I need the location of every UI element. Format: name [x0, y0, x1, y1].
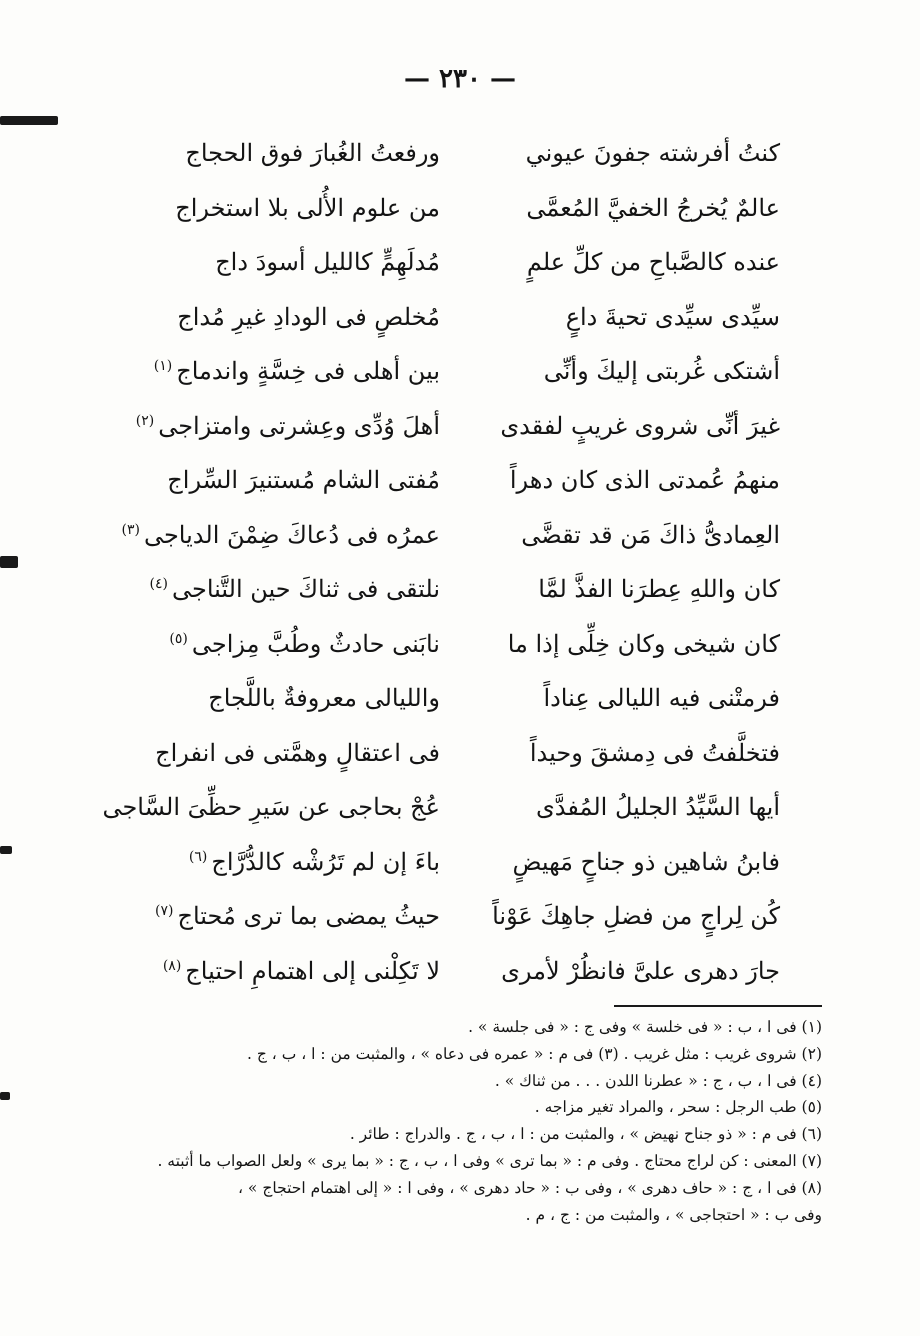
footnote-reference: (٨) [162, 957, 182, 974]
verse-second-hemistich [160, 629, 440, 658]
footnote-reference: (٧) [155, 903, 174, 920]
verse-first-hemistich: فرمتْنى فيه الليالى عِناداً [543, 684, 780, 713]
footnote-separator [614, 1005, 822, 1007]
verse-first-hemistich: كان واللهِ عِطرَنا الفذَّ لمَّا [538, 575, 780, 604]
footnote-line: وفى ب : « احتجاجى » ، والمثبت من : ج ، م . [525, 1205, 822, 1224]
binding-mark [0, 556, 18, 568]
verse-second-text: باءَ إن لم تَرُشْه كالدُّرَّاج [211, 847, 440, 876]
verse-second-hemistich [155, 738, 440, 767]
verse-second-hemistich [160, 139, 440, 168]
footnote-reference: (٣) [121, 521, 140, 538]
verse-second-hemistich [155, 902, 440, 931]
verse-second-hemistich [153, 357, 440, 386]
verse-second-text: مُفتى الشام مُستنيرَ السِّراج [167, 466, 440, 495]
verse-second-hemistich [160, 956, 440, 985]
footnote-line: (٥) طب الرجل : سحر ، والمراد تغير مزاجه . [534, 1098, 822, 1117]
verse-second-hemistich [160, 302, 440, 331]
verse-first-hemistich: فتخلَّفتُ فى دِمشقَ وحيداً [529, 738, 780, 767]
binding-mark [0, 846, 12, 854]
verse-first-hemistich: كُن لِراجٍ من فضلِ جاهِكَ عَوْناً [492, 902, 780, 931]
footnote-line: (٦) فى م : « ذو جناح نهيض » ، والمثبت من : ا ، ب ، ج . والدراج : طائر . [349, 1125, 822, 1144]
verse-second-hemistich [160, 466, 440, 495]
verse-second-text: فى اعتقالٍ وهمَّتى فى انفراج [155, 738, 440, 767]
verse-second-text: لا تَكِلْنى إلى اهتمامِ احتياج [185, 956, 440, 985]
verse-second-hemistich [160, 193, 440, 222]
verse-second-hemistich [102, 793, 440, 822]
verse [155, 726, 780, 781]
verse-second-hemistich [149, 575, 440, 604]
verse-first-hemistich: عالمٌ يُخرجُ الخفيَّ المُعمَّى [526, 193, 780, 222]
verse-first-hemistich: أشتكى غُربتى إليكَ وأنِّى [543, 357, 780, 386]
verse-second-text: مُدلَهِمٍّ كالليل أسودَ داج [215, 248, 440, 277]
footnote-line: (١) فى ا ، ب : « فى خلسة » وفى ج : « فى جلسة » . [468, 1018, 822, 1036]
verse-second-text: أهلَ وُدِّى وعِشرتى وامتزاجى [158, 411, 440, 440]
verse-second-hemistich [160, 847, 440, 876]
verse-second-text: والليالى معروفةٌ باللَّجاج [208, 684, 440, 713]
footnote-reference: (٤) [149, 576, 169, 593]
verse-first-hemistich: فابنُ شاهين ذو جناحٍ مَهيضٍ [512, 847, 780, 876]
footnote-line: (٢) شروى غريب : مثل غريب . (٣) فى م : « عمره فى دعاه » ، والمثبت من : ا ، ب ، ج . [247, 1044, 822, 1063]
verse [135, 399, 780, 454]
verse-second-hemistich [160, 248, 440, 277]
verse-second-hemistich [121, 520, 440, 549]
verse-first-hemistich: كان شيخى وكان خِلِّى إذا ما [507, 629, 780, 658]
verse-second-text: نابَنى حادثٌ وطُبَّ مِزاجى [191, 629, 440, 658]
verse [160, 235, 780, 290]
poem [102, 126, 780, 998]
verse-second-text: مُخلصٍ فى الودادِ غيرِ مُداج [177, 302, 440, 331]
verse-second-hemistich [135, 411, 440, 440]
verse-second-text: من علوم الأُلى بلا استخراج [175, 193, 440, 222]
verse-second-text: ورفعتُ الغُبارَ فوق الحجاج [185, 139, 440, 168]
verse [160, 617, 780, 672]
verse-second-hemistich [160, 684, 440, 713]
verse-first-hemistich: العِمادىُّ ذاكَ مَن قد تقضَّى [521, 520, 780, 549]
verse [149, 562, 780, 617]
footnote-reference: (٢) [135, 412, 155, 429]
verse [160, 181, 780, 236]
verse [160, 290, 780, 345]
verse-first-hemistich: سيِّدى سيِّدى تحيةَ داعٍ [565, 302, 780, 331]
verse-first-hemistich: عنده كالصَّباحِ من كلِّ علمٍ [526, 248, 780, 277]
verse [102, 780, 780, 835]
verse-second-text: حيثُ يمضى بما ترى مُحتاج [177, 902, 440, 931]
verse-second-text: نلتقى فى ثناكَ حين التَّناجى [172, 575, 440, 604]
verse [160, 453, 780, 508]
verse [160, 126, 780, 181]
footnote-reference: (٥) [169, 630, 188, 647]
verse [153, 344, 780, 399]
footnotes [60, 1014, 822, 1228]
verse [155, 889, 780, 944]
verse [160, 835, 780, 890]
verse-first-hemistich: جارَ دهرى علىَّ فانظُرْ لأمرى [501, 956, 780, 985]
footnote-reference: (١) [153, 358, 173, 375]
verse-second-text: عمرُه فى دُعاكَ ضِمْنَ الدياجى [143, 520, 440, 549]
footnote-line: (٤) فى ا ، ب ، ج : « عطرنا اللدن . . . من ثناك » . [494, 1071, 822, 1090]
page-number: — ٢٣٠ — [403, 64, 517, 94]
verse [121, 508, 780, 563]
binding-mark [0, 1092, 10, 1100]
footnote-reference: (٦) [188, 848, 208, 865]
verse-first-hemistich: منهمُ عُمدتى الذى كان دهراً [509, 466, 780, 495]
verse-first-hemistich: أيها السَّيِّدُ الجليلُ المُفدَّى [535, 793, 780, 822]
footnote-line: (٨) فى ا ، ج : « حاف دهرى » ، وفى ب : « حاد دهرى » ، وفى ا : « إلى اهتمام احتجاج » ، [238, 1178, 822, 1197]
verse [160, 671, 780, 726]
verse [160, 944, 780, 999]
verse-second-text: بين أهلى فى خِسَّةٍ واندماج [176, 357, 440, 386]
binding-mark [0, 116, 58, 125]
verse-second-text: عُجْ بحاجى عن سَيرِ حظِّىَ السَّاجى [102, 793, 440, 822]
verse-first-hemistich: غيرَ أنِّى شروى غريبٍ لفقدى [500, 411, 780, 440]
verse-first-hemistich: كنتُ أفرشته جفونَ عيوني [525, 139, 780, 168]
footnote-line: (٧) المعنى : كن لراج محتاج . وفى م : « بما ترى » وفى ا ، ب ، ج : « بما يرى » ولعل الصواب ما أثبته . [157, 1151, 822, 1170]
